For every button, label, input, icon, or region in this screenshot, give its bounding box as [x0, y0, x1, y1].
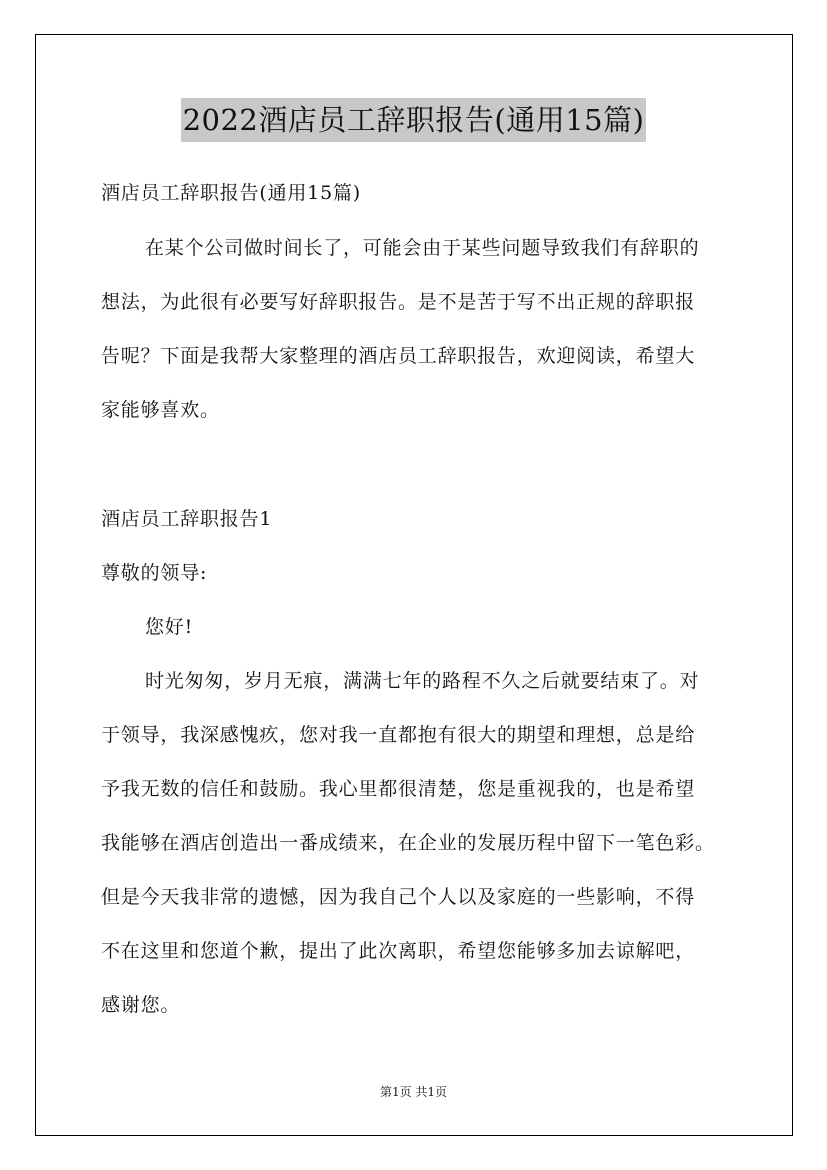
- intro-line-4: 家能够喜欢。: [101, 399, 220, 421]
- body-line-7: 感谢您。: [101, 994, 181, 1016]
- greeting: 您好!: [145, 616, 194, 638]
- salutation: 尊敬的领导:: [101, 562, 208, 584]
- page-footer: 第1页 共1页: [379, 1085, 448, 1099]
- document-title: 2022酒店员工辞职报告(通用15篇): [181, 98, 647, 142]
- intro-line-3: 告呢？下面是我帮大家整理的酒店员工辞职报告，欢迎阅读，希望大: [101, 345, 696, 367]
- intro-line-1: 在某个公司做时间长了，可能会由于某些问题导致我们有辞职的: [145, 237, 700, 259]
- body-line-3: 予我无数的信任和鼓励。我心里都很清楚，您是重视我的，也是希望: [101, 778, 696, 800]
- document-subtitle: 酒店员工辞职报告(通用15篇): [101, 182, 362, 204]
- body-line-1: 时光匆匆，岁月无痕，满满七年的路程不久之后就要结束了。对: [145, 670, 700, 692]
- intro-line-2: 想法，为此很有必要写好辞职报告。是不是苦于写不出正规的辞职报: [101, 291, 696, 313]
- body-line-4: 我能够在酒店创造出一番成绩来，在企业的发展历程中留下一笔色彩。: [101, 832, 715, 854]
- body-line-5: 但是今天我非常的遗憾，因为我自己个人以及家庭的一些影响，不得: [101, 886, 696, 908]
- title-container: [0, 98, 827, 142]
- section-heading: 酒店员工辞职报告1: [101, 508, 273, 530]
- body-line-2: 于领导，我深感愧疚，您对我一直都抱有很大的期望和理想，总是给: [101, 724, 696, 746]
- body-line-6: 不在这里和您道个歉，提出了此次离职，希望您能够多加去谅解吧，: [101, 940, 696, 962]
